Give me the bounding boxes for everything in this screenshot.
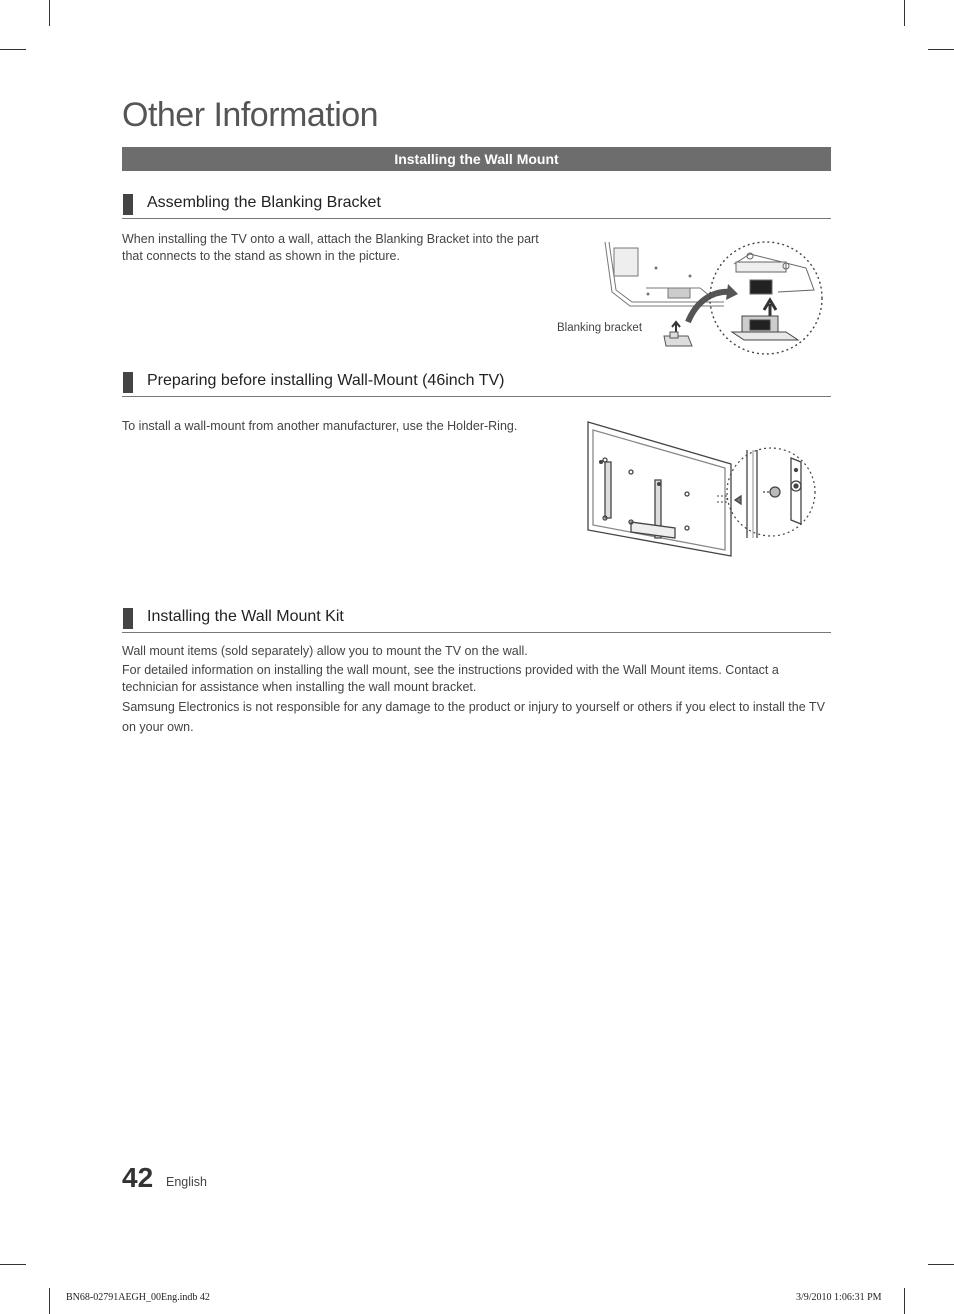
print-timestamp: 3/9/2010 1:06:31 PM (796, 1292, 882, 1303)
page-number: 42 (122, 1162, 154, 1193)
subheading-text: Preparing before installing Wall-Mount (46inch TV) (147, 372, 505, 389)
crop-mark (0, 49, 26, 50)
figure-caption-blanking-bracket: Blanking bracket (557, 322, 643, 334)
subheading-text: Installing the Wall Mount Kit (147, 608, 344, 625)
blanking-bracket-illustration (600, 236, 830, 360)
tv-back-holder-ring-illustration (585, 420, 817, 560)
subheading-blanking-bracket (122, 192, 831, 219)
crop-mark (928, 49, 954, 50)
subheading-marker (123, 194, 133, 215)
subheading-marker (123, 372, 133, 393)
chapter-title: Other Information (122, 96, 379, 134)
holder-ring-instructions: To install a wall-mount from another manufacturer, use the Holder-Ring. (122, 419, 518, 433)
wall-mount-kit-paragraph: For detailed information on installing the wall mount, see the instructions provided with the Wall Mount items. Contact a technician for assistance when installing the wall mount bracket. (122, 663, 779, 694)
crop-mark (904, 1288, 905, 1314)
subheading-preparing-wall-mount (122, 370, 831, 397)
wall-mount-kit-paragraph: Samsung Electronics is not responsible for any damage to the product or injury to yourself or others if you elect to install the TV on your own. (122, 700, 825, 734)
subheading-marker (123, 608, 133, 629)
crop-mark (49, 1288, 50, 1314)
section-title-bar: Installing the Wall Mount (122, 147, 831, 171)
print-file-info: BN68-02791AEGH_00Eng.indb 42 (66, 1292, 210, 1303)
wall-mount-kit-paragraph: Wall mount items (sold separately) allow you to mount the TV on the wall. (122, 644, 528, 658)
subheading-text: Assembling the Blanking Bracket (147, 194, 381, 211)
crop-mark (49, 0, 50, 26)
subheading-wall-mount-kit (122, 606, 831, 633)
crop-mark (904, 0, 905, 26)
crop-mark (0, 1264, 26, 1265)
crop-mark (928, 1264, 954, 1265)
blanking-bracket-instructions: When installing the TV onto a wall, attach the Blanking Bracket into the part that connects to the stand as shown in the picture. (122, 232, 539, 263)
page-language: English (166, 1175, 207, 1189)
